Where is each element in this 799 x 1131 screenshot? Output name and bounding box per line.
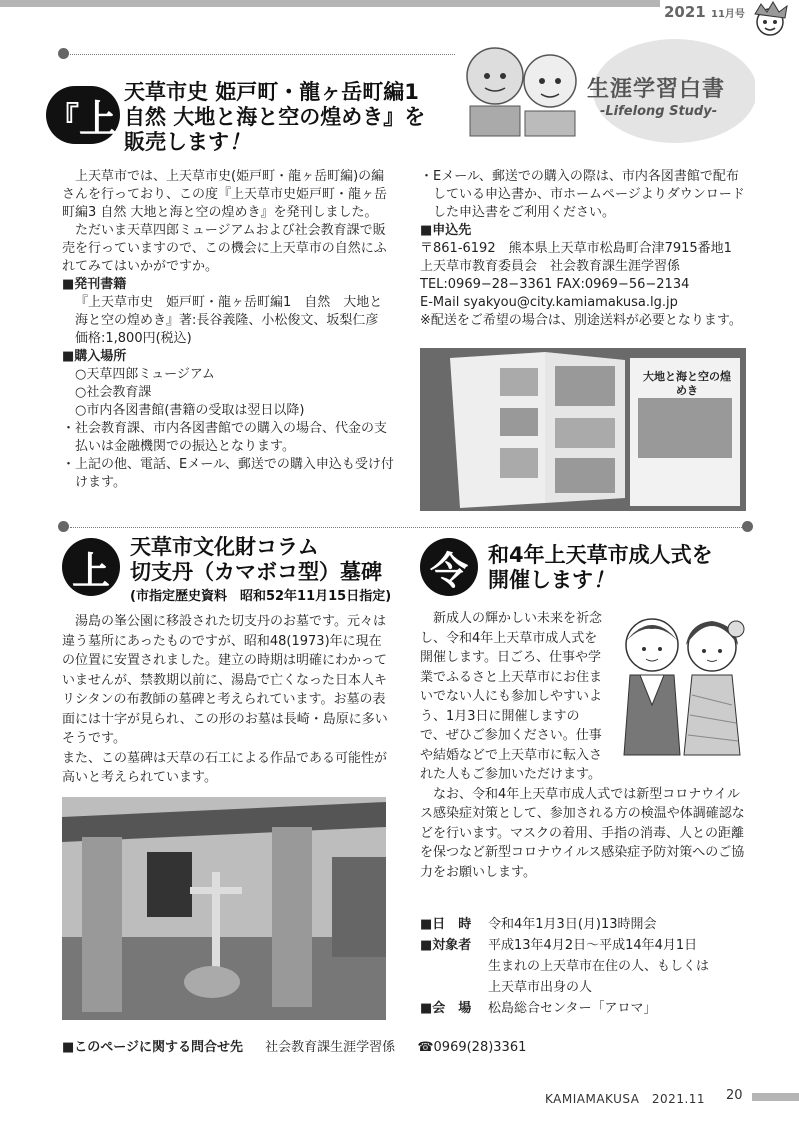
- top-bar: [0, 0, 799, 26]
- ceremony-info: [420, 914, 709, 1019]
- info-row-target: ■対象者 平成13年4月2日〜平成14年4月1日 生まれの上天草市在住の人、もしくは 上天草市出身の人: [420, 938, 710, 995]
- page-contact: [62, 1036, 526, 1055]
- page-number: 20: [726, 1088, 743, 1103]
- lifelong-title: 生涯学習白書: [587, 77, 726, 102]
- article2-badge: 上: [62, 538, 120, 596]
- article3-title: 和4年上天草市成人式を 開催します！: [488, 543, 713, 592]
- article2-subtitle: (市指定歴史資料 昭和52年11月15日指定): [130, 589, 392, 604]
- couple-illustration: [612, 605, 752, 765]
- divider-line: [70, 54, 455, 55]
- contact-tel: ☎0969(28)3361: [417, 1040, 527, 1055]
- article1-title: 天草市史 姫戸町・龍ヶ岳町編1 自然 大地と海と空の煌めき』を 販売します！: [124, 80, 426, 154]
- grave-photo-image: [62, 797, 386, 1020]
- footer-stripe: [752, 1093, 799, 1101]
- divider-dot-mid-right: [742, 521, 753, 532]
- info-row-venue: ■会 場 松島総合センター「アロマ」: [420, 1001, 657, 1016]
- magazine-label: KAMIAMAKUSA 2021.11: [545, 1092, 706, 1106]
- header-stripe: [0, 0, 660, 7]
- book-cover-title: 大地と海と空の煌めき: [643, 370, 731, 397]
- article3-body: 新成人の輝かしい未来を祈念し、令和4年上天草市成人式を開催します。日ごろ、仕事や学業でふるさと上天草市にお住まいでない人にも参加しやすいよう、1月3日に開催しますので、ぜひご参加ください。仕事や結婚などで上天草市に転入された人もご参加いただけます。 なお、令和4年上天草市成人式では新型コロナウイルス感染症対策として、参加される方の検温や体調確認などを行います。マスクの着用、手指の消毒、人との距離を保つなど新型コロナウイルス感染症予防対策へのご協力をお願いします。: [420, 611, 745, 880]
- lifelong-subtitle: -Lifelong Study-: [600, 104, 718, 119]
- divider-dot-left: [58, 48, 69, 59]
- article1-badge: 『 上: [46, 86, 120, 144]
- issue-date: 2021 11月号: [664, 3, 745, 21]
- contact-label: ■このページに関する問合せ先: [62, 1040, 244, 1055]
- article1-body-left: 上天草市では、上天草市史(姫戸町・龍ヶ岳町編)の編さんを行っており、この度『上天草市史姫戸町・龍ヶ岳町編3 自然 大地と海と空の煌めき』を発刊しました。 ただいま天草四郎ミュージアムおよび社会教育課で販売を行っていますので、この機会に上天草市の自然にふれてみてはいかがですか。 ■発刊書籍 『上天草市史 姫戸町・龍ヶ岳町編1 自然 大地と海と空の煌めき』著:長谷義隆、小松俊文、坂梨仁彦 価格:1,800円(税込) ■購入場所 ○天草四郎ミュージアム ○社会教育課 ○市内各図書館(書籍の受取は翌日以降) ・社会教育課、市内各図書館での購入の場合、代金の支払いは金融機関での振込となります。 ・上記の他、電話、Eメール、郵送での購入申込も受け付けます。: [62, 169, 394, 490]
- bottom-bar: [0, 1088, 799, 1110]
- divider-dot-mid-left: [58, 521, 69, 532]
- article3-badge: 令: [420, 538, 478, 596]
- divider-line-mid: [70, 527, 742, 528]
- article2-body: 湯島の峯公園に移設された切支丹のお墓です。元々は違う墓所にあったものですが、昭和48(1973)年に現在の位置に安置されました。建立の時期は明確にわかっていませんが、禁教期以前に、湯島で亡くなった日本人キリシタンの布教師の墓碑と考えられています。お墓の表面には十字が見られ、この形のお墓は長崎・島原に多いそうです。 また、この墓碑は天草の石工による作品である可能性が高いと考えられています。: [62, 614, 388, 785]
- contact-dept: 社会教育課生涯学習係: [265, 1040, 396, 1055]
- mascot-icon: [747, 0, 793, 40]
- book-photo: [420, 348, 746, 511]
- grave-photo: [62, 797, 386, 1020]
- article1-body-right: ・Eメール、郵送での購入の際は、市内各図書館で配布している申込書か、市ホームページよりダウンロードした申込書をご利用ください。 ■申込先 〒861-6192 熊本県上天草市松島町合津7915番地1 上天草市教育委員会 社会教育課生涯学習係 TEL:0969−28−3361 FAX:0969−56−2134 E-Mail syakyou@city.kamiamakusa.lg.jp ※配送をご希望の場合は、別途送料が必要となります。: [420, 169, 745, 328]
- article2-title: 天草市文化財コラム 切支丹（カマボコ型）墓碑: [130, 535, 382, 584]
- info-row-date: ■日 時 令和4年1月3日(月)13時開会: [420, 917, 657, 932]
